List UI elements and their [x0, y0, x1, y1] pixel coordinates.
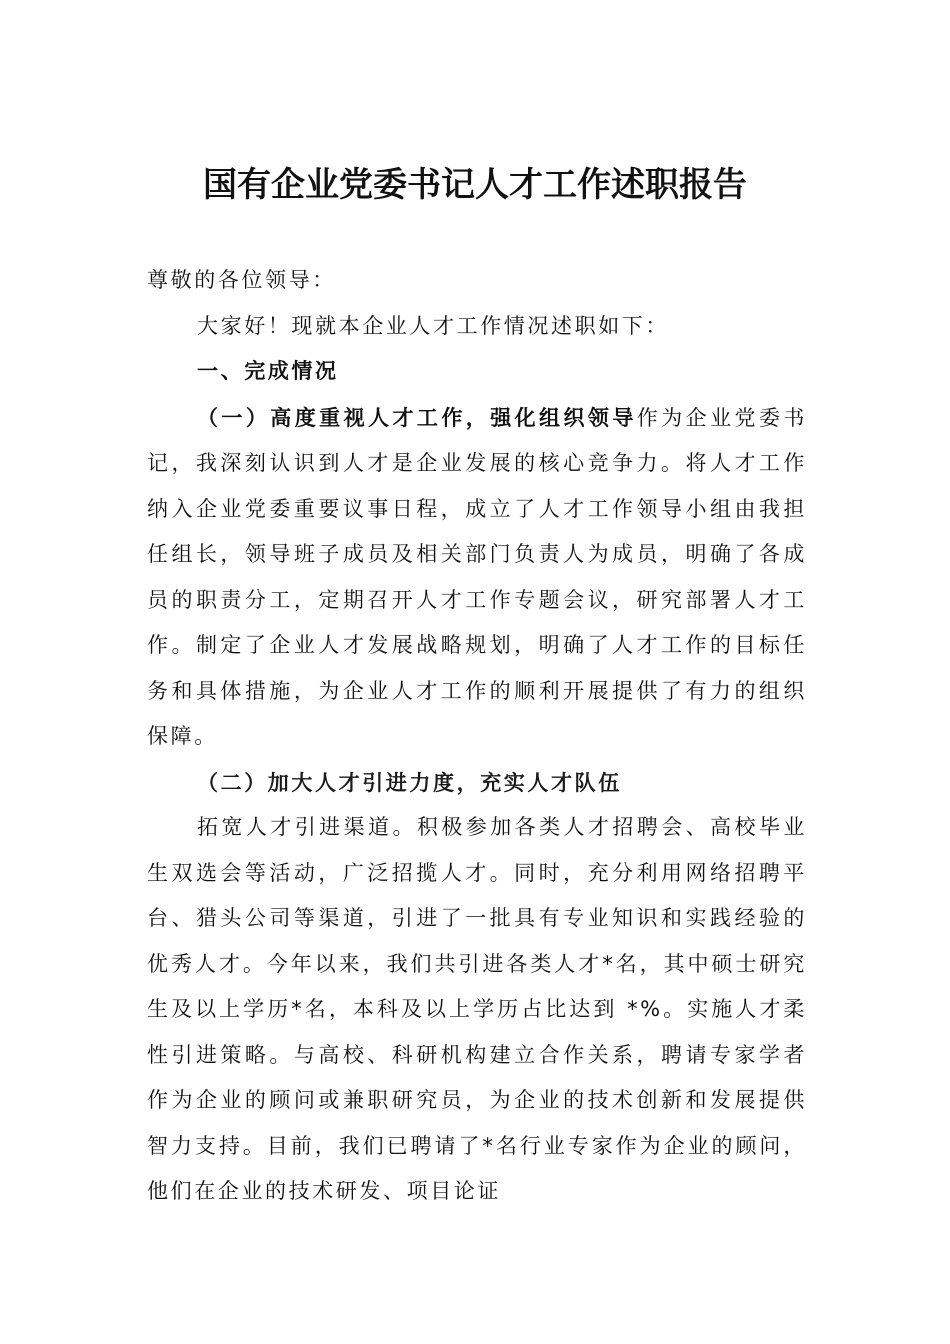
subheading-recruitment: （二）加大人才引进力度，充实人才队伍 — [197, 769, 622, 795]
document-title: 国有企业党委书记人才工作述职报告 — [203, 165, 747, 205]
paragraph-organization — [147, 395, 807, 760]
subheading-organization: （一）高度重视人才工作，强化组织领导 — [197, 404, 637, 430]
section-heading-completion: 一、完成情况 — [197, 359, 339, 383]
document-body — [147, 258, 807, 1215]
paragraph-recruitment: 拓宽人才引进渠道。积极参加各类人才招聘会、高校毕业生双选会等活动，广泛招揽人才。同时，充分利用网络招聘平台、猎头公司等渠道，引进了一批具有专业知识和实践经验的优秀人才。今年以来，我们共引进各类人才*名，其中硕士研究生及以上学历*名，本科及以上学历占比达到 *%。实施人才柔性引进策略。与高校、科研机构建立合作关系，聘请专家学者作为企业的顾问或兼职研究员，为企业的技术创新和发展提供智力支持。目前，我们已聘请了*名行业专家作为企业的顾问，他们在企业的技术研发、项目论证 — [147, 815, 807, 1203]
greeting-paragraph: 大家好！现就本企业人才工作情况述职如下： — [197, 313, 669, 338]
salutation: 尊敬的各位领导： — [147, 268, 336, 292]
paragraph-organization-text: 作为企业党委书记，我深刻认识到人才是企业发展的核心竞争力。将人才工作纳入企业党委重要议事日程，成立了人才工作领导小组由我担任组长，领导班子成员及相关部门负责人为成员，明确了各成员的职责分工，定期召开人才工作专题会议，研究部署人才工作。制定了企业人才发展战略规划，明确了人才工作的目标任务和具体措施，为企业人才工作的顺利开展提供了有力的组织保障。 — [147, 405, 807, 748]
